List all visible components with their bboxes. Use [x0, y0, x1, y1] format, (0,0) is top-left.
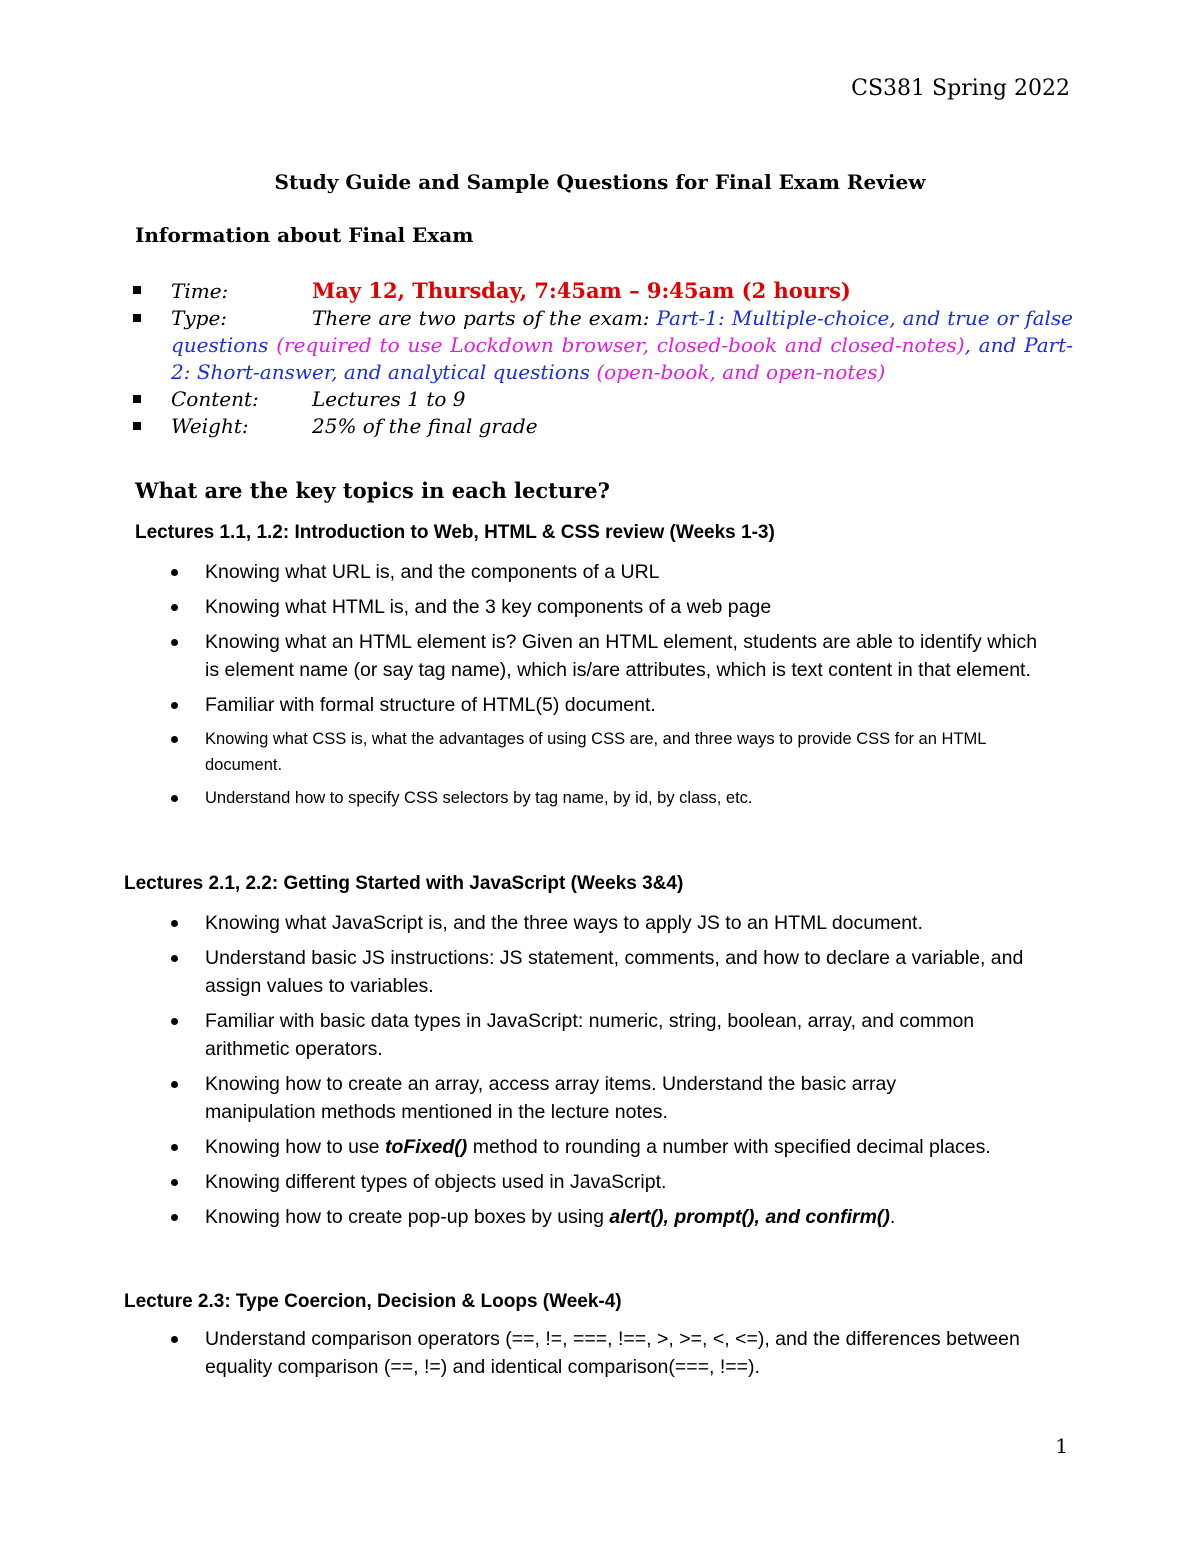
list-item: Knowing what URL is, and the components of a URL — [171, 558, 1071, 586]
section-3-list — [171, 1325, 1051, 1381]
bullet-dot-icon — [171, 604, 178, 611]
square-bullet-icon — [133, 395, 141, 403]
square-bullet-icon — [133, 422, 141, 430]
document-title: Study Guide and Sample Questions for Final Exam Review — [274, 170, 926, 194]
info-heading: Information about Final Exam — [135, 223, 474, 247]
page-number: 1 — [1055, 1434, 1068, 1458]
list-item: Knowing how to create pop-up boxes by using alert(), prompt(), and confirm(). — [171, 1203, 1071, 1231]
section-1-list — [171, 558, 1071, 811]
bullet-dot-icon — [171, 1144, 178, 1151]
info-time-value: May 12, Thursday, 7:45am – 9:45am (2 hours) — [312, 278, 851, 303]
bullet-dot-icon — [171, 920, 178, 927]
list-item: Knowing how to create an array, access array items. Understand the basic array manipulation methods mentioned in the lecture notes. — [171, 1070, 1071, 1126]
info-content — [133, 386, 1073, 413]
list-item: Understand basic JS instructions: JS statement, comments, and how to declare a variable, and assign values to variables. — [171, 944, 1071, 1000]
section-title-lecture-2-3: Lecture 2.3: Type Coercion, Decision & Loops (Week-4) — [124, 1291, 622, 1312]
list-item: Knowing what an HTML element is? Given an HTML element, students are able to identify which is element name (or say tag name), which is/are attributes, which is text content in that element. — [171, 628, 1071, 684]
list-item: Knowing what JavaScript is, and the three ways to apply JS to an HTML document. — [171, 909, 1071, 937]
info-type-part1: Part-1: Multiple-choice, and true or false questions — [171, 306, 1073, 357]
list-item: Knowing what CSS is, what the advantages of using CSS are, and three ways to provide CSS for an HTML document. — [171, 726, 1071, 778]
code-popups: alert(), prompt(), and confirm() — [609, 1206, 890, 1228]
info-type-label: Type: — [171, 306, 228, 330]
info-content-value: Lectures 1 to 9 — [312, 387, 466, 411]
info-weight-value: 25% of the final grade — [312, 414, 538, 438]
topics-heading: What are the key topics in each lecture? — [135, 478, 610, 503]
info-type-intro: There are two parts of the exam: — [312, 306, 657, 330]
square-bullet-icon — [133, 286, 141, 294]
list-item: Familiar with formal structure of HTML(5) document. — [171, 691, 1071, 719]
bullet-dot-icon — [171, 569, 178, 576]
info-time-label: Time: — [171, 279, 229, 303]
list-item: Knowing what HTML is, and the 3 key components of a web page — [171, 593, 1071, 621]
section-title-lectures-2: Lectures 2.1, 2.2: Getting Started with JavaScript (Weeks 3&4) — [124, 873, 684, 894]
exam-info-list — [133, 277, 1073, 440]
course-header: CS381 Spring 2022 — [851, 76, 1070, 101]
info-weight-label: Weight: — [171, 414, 249, 438]
bullet-dot-icon — [171, 955, 178, 962]
info-type-part2: , and Part-2: Short-answer, and analytical questions — [171, 333, 1073, 384]
bullet-dot-icon — [171, 1214, 178, 1221]
list-item: Familiar with basic data types in JavaScript: numeric, string, boolean, array, and common arithmetic operators. — [171, 1007, 1071, 1063]
info-weight — [133, 413, 1073, 440]
bullet-dot-icon — [171, 1179, 178, 1186]
code-tofixed: toFixed() — [384, 1136, 468, 1158]
section-2-list — [171, 909, 1071, 1231]
info-type-part1-note: (required to use Lockdown browser, closed-book and closed-notes) — [276, 333, 965, 357]
list-item: Understand how to specify CSS selectors by tag name, by id, by class, etc. — [171, 785, 1071, 811]
info-type-part2-note: (open-book, and open-notes) — [596, 360, 886, 384]
square-bullet-icon — [133, 314, 141, 322]
info-type — [133, 305, 1073, 386]
list-item: Knowing how to use toFixed() method to rounding a number with specified decimal places. — [171, 1133, 1071, 1161]
list-item: Understand comparison operators (==, !=, ===, !==, >, >=, <, <=), and the differences between equality comparison (==, !=) and identical comparison(===, !==). — [171, 1325, 1051, 1381]
bullet-dot-icon — [171, 1018, 178, 1025]
list-item: Knowing different types of objects used in JavaScript. — [171, 1168, 1071, 1196]
section-title-lectures-1: Lectures 1.1, 1.2: Introduction to Web, HTML & CSS review (Weeks 1-3) — [135, 522, 775, 543]
bullet-dot-icon — [171, 702, 178, 709]
bullet-dot-icon — [171, 736, 178, 743]
bullet-dot-icon — [171, 795, 178, 802]
bullet-dot-icon — [171, 639, 178, 646]
info-time — [133, 277, 1073, 305]
bullet-dot-icon — [171, 1336, 178, 1343]
bullet-dot-icon — [171, 1081, 178, 1088]
info-content-label: Content: — [171, 387, 259, 411]
